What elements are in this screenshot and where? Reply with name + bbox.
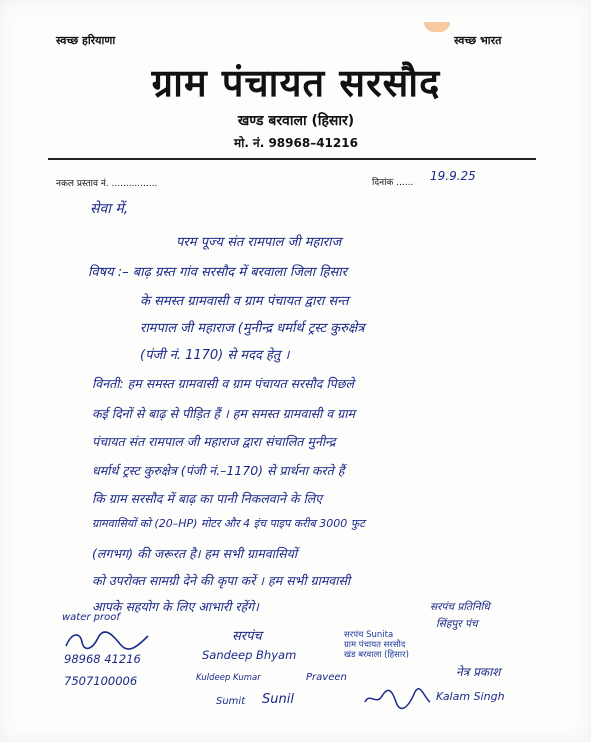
- signature-scribble: [62, 630, 152, 652]
- phone-handwritten: 7507100006: [64, 674, 138, 688]
- subject-line: विषय :– बाढ़ ग्रस्त गांव सरसौद में बरवाला जिला हिसार: [88, 265, 347, 280]
- signature-sandeep: Sandeep Bhyam: [202, 648, 297, 662]
- phone-handwritten: 98968 41216: [64, 652, 141, 666]
- subject-line: (पंजी नं. 1170) से मदद हेतु ।: [140, 348, 290, 363]
- stamp-line: सरपंच Sunita: [344, 630, 394, 640]
- signature-kalam: Kalam Singh: [436, 690, 505, 703]
- signature-sarpanch: सरपंच: [232, 629, 262, 644]
- left-slogan: स्वच्छ हरियाणा: [56, 34, 116, 47]
- body-line: विनती: हम समस्त ग्रामवासी व ग्राम पंचायत सरसौद पिछले: [92, 376, 354, 391]
- date-value: 19.9.25: [430, 169, 476, 183]
- body-line: ग्रामवासियों को (20–HP) मोटर और 4 इंच पाइप करीब 3000 फुट: [92, 517, 365, 530]
- subject-line: रामपाल जी महाराज (मुनीन्द्र धर्मार्थ ट्रस्ट कुरुक्षेत्र: [140, 321, 365, 336]
- margin-note: water proof: [62, 612, 120, 623]
- signature-scribble: [362, 688, 432, 710]
- signature-sumit: Sumit: [216, 696, 246, 707]
- official-stamp: [344, 630, 409, 660]
- stamp-line: ग्राम पंचायत सरसौद: [344, 640, 406, 650]
- signature-praveen: Praveen: [306, 672, 347, 683]
- copy-resolution-ref: नकल प्रस्ताव नं. ................: [56, 179, 158, 189]
- signature-sunil: Sunil: [262, 692, 294, 707]
- subject-line: के समस्त ग्रामवासी व ग्राम पंचायत द्वारा सन्त: [140, 294, 349, 309]
- right-slogan: स्वच्छ भारत: [454, 34, 502, 47]
- date-label: दिनांक ......: [372, 178, 414, 188]
- signature-note: नेत्र प्रकाश: [456, 665, 501, 679]
- body-line: पंचायत संत रामपाल जी महाराज द्वारा संचालित मुनीन्द्र: [92, 434, 336, 449]
- stamp-line: खंड बरवाला (हिसार): [344, 650, 409, 660]
- body-line: कि ग्राम सरसौद में बाढ़ का पानी निकलवाने के लिए: [92, 491, 323, 506]
- logo-fragment: [424, 22, 450, 32]
- salutation: सेवा में,: [90, 201, 129, 217]
- body-line: धर्मार्थ ट्रस्ट कुरुक्षेत्र (पंजी नं.–1170) से प्रार्थना करते हैं: [92, 463, 345, 478]
- panchayat-title: ग्राम पंचायत सरसौद: [151, 61, 441, 105]
- addressee: परम पूज्य संत रामपाल जी महाराज: [176, 235, 342, 250]
- body-line: आपके सहयोग के लिए आभारी रहेंगे।: [92, 599, 259, 614]
- body-line: को उपरोक्त सामग्री देने की कृपा करें । हम सभी ग्रामवासी: [92, 573, 351, 588]
- signature-kuldeep: Kuldeep Kumar: [196, 673, 261, 683]
- header-divider: [48, 158, 536, 160]
- body-line: (लगभग) की जरूरत है। हम सभी ग्रामवासियों: [92, 546, 298, 561]
- body-line: कई दिनों से बाढ़ से पीड़ित हैं । हम समस्त ग्रामवासी व ग्राम: [92, 406, 355, 421]
- phone-number: मो. नं. 98968–41216: [234, 136, 358, 150]
- signature-note: सिंहपुर पंच: [436, 618, 478, 630]
- signature-note: सरपंच प्रतिनिधि: [430, 601, 490, 613]
- block-subtitle: खण्ड बरवाला (हिसार): [237, 113, 355, 129]
